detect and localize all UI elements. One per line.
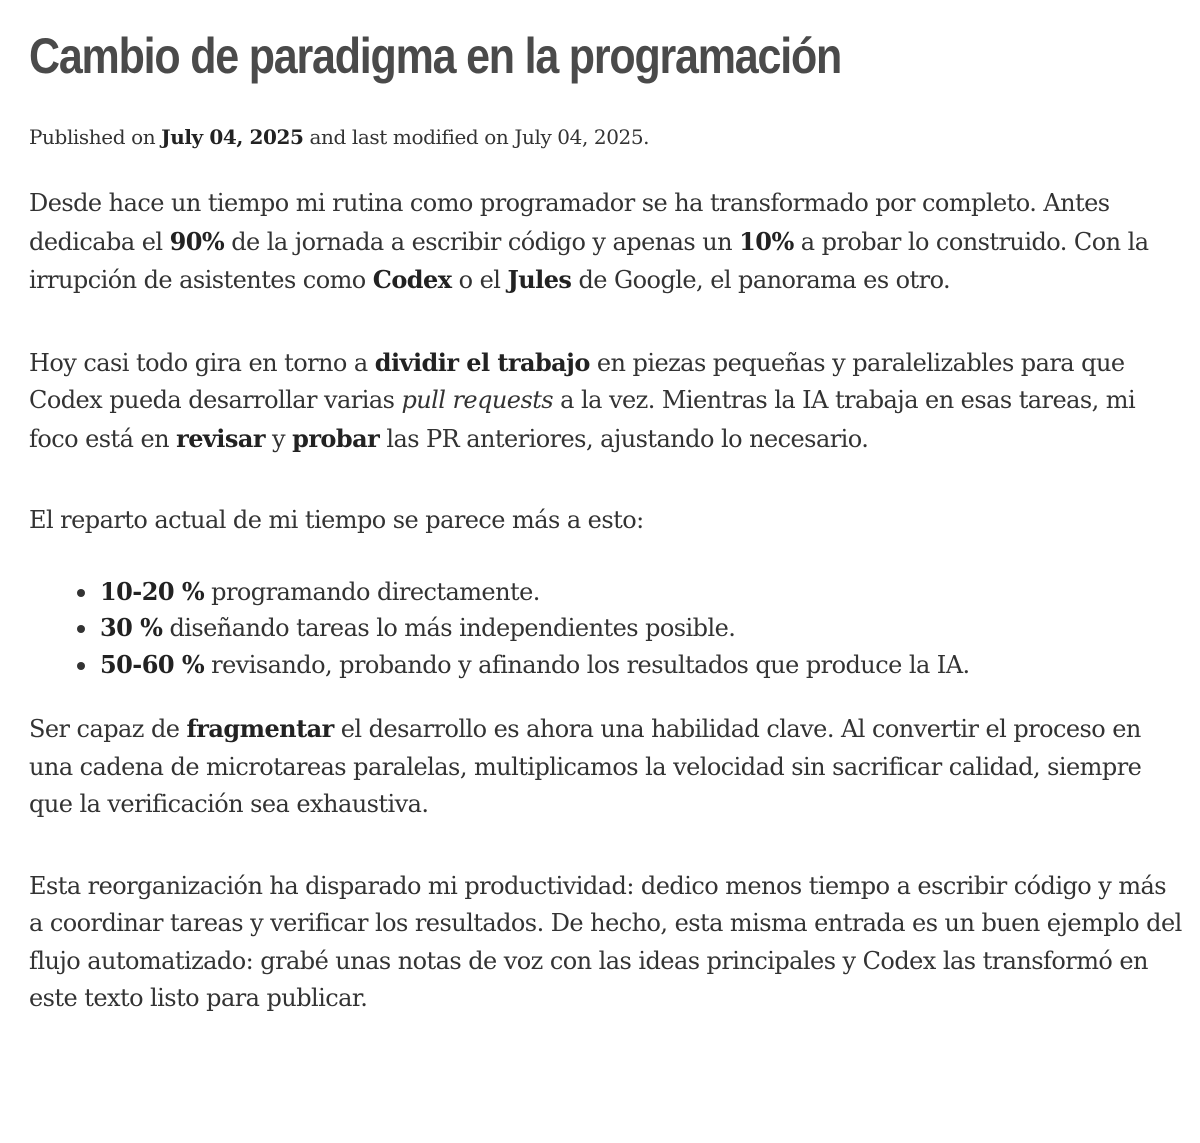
paragraph-fragmentar — [29, 710, 1182, 824]
post-meta — [29, 123, 1182, 151]
modified-text: and last modified on July 04, 2025. — [303, 125, 650, 149]
list-item-text: revisando, probando y afinando los resultados que produce la IA. — [204, 650, 970, 679]
article — [0, 27, 1200, 1018]
list-item — [100, 574, 1182, 611]
bold-codex: Codex — [372, 265, 452, 294]
list-item — [100, 610, 1182, 647]
published-date: July 04, 2025 — [161, 125, 304, 149]
bold-probar: probar — [292, 423, 380, 453]
italic-pull-requests: pull requests — [401, 386, 554, 414]
paragraph-work-split — [29, 344, 1182, 459]
paragraph-intro — [29, 185, 1182, 300]
text-run: a probar lo construido. Con la irrupción de asistentes como — [29, 227, 1149, 294]
paragraph-time-split-intro: El reparto actual de mi tiempo se parece más a esto: — [29, 506, 644, 534]
list-item — [100, 647, 1182, 684]
text-run: de Google, el panorama es otro. — [571, 266, 951, 294]
text-run: las PR anteriores, ajustando lo necesario. — [379, 424, 869, 453]
text-run: en piezas pequeñas y paralelizables para que Codex pueda desarrollar varias — [29, 348, 1125, 414]
bold-90-percent: 90% — [169, 226, 225, 256]
bold-jules: Jules — [507, 265, 572, 294]
bold-fragmentar: fragmentar — [186, 714, 334, 743]
text-run: Hoy casi todo gira en torno a — [29, 348, 375, 377]
list-item-percent: 50-60 % — [100, 649, 205, 679]
list-item-text: diseñando tareas lo más independientes posible. — [162, 614, 736, 642]
text-run: de la jornada a escribir código y apenas un — [224, 227, 740, 256]
paragraph-conclusion: Esta reorganización ha disparado mi productividad: dedico menos tiempo a escribir código y más a coordinar tareas y verificar los resultados. De hecho, esta misma entrada es un buen ejemplo del flujo automatizado: grabé unas notas de voz con las ideas principales y Codex las transformó en este texto listo para publicar. — [29, 871, 1182, 1012]
text-run: y — [264, 424, 293, 453]
bold-revisar: revisar — [176, 423, 265, 453]
text-run: a la vez. Mientras la IA trabaja en esas tareas, mi foco está en — [29, 386, 1136, 453]
bold-10-percent: 10% — [739, 226, 794, 256]
text-run: el desarrollo es ahora una habilidad clave. Al convertir el proceso en una cadena de microtareas paralelas, multiplicamos la velocidad sin sacrificar calidad, siempre que la verificación sea exhaustiva. — [29, 715, 1142, 818]
time-split-list — [29, 574, 1182, 684]
list-item-text: programando directamente. — [204, 577, 540, 606]
text-run: Desde hace un tiempo mi rutina como programador se ha transformado por completo. Antes dedicaba el — [29, 189, 1110, 256]
list-item-percent: 30 % — [100, 613, 163, 642]
page-title: Cambio de paradigma en la programación — [29, 28, 842, 84]
list-item-percent: 10-20 % — [100, 576, 205, 606]
published-prefix: Published on — [29, 125, 162, 149]
article-body — [29, 185, 1182, 1018]
text-run: Ser capaz de — [29, 715, 187, 743]
bold-dividir-trabajo: dividir el trabajo — [374, 347, 590, 377]
text-run: o el — [451, 266, 508, 294]
